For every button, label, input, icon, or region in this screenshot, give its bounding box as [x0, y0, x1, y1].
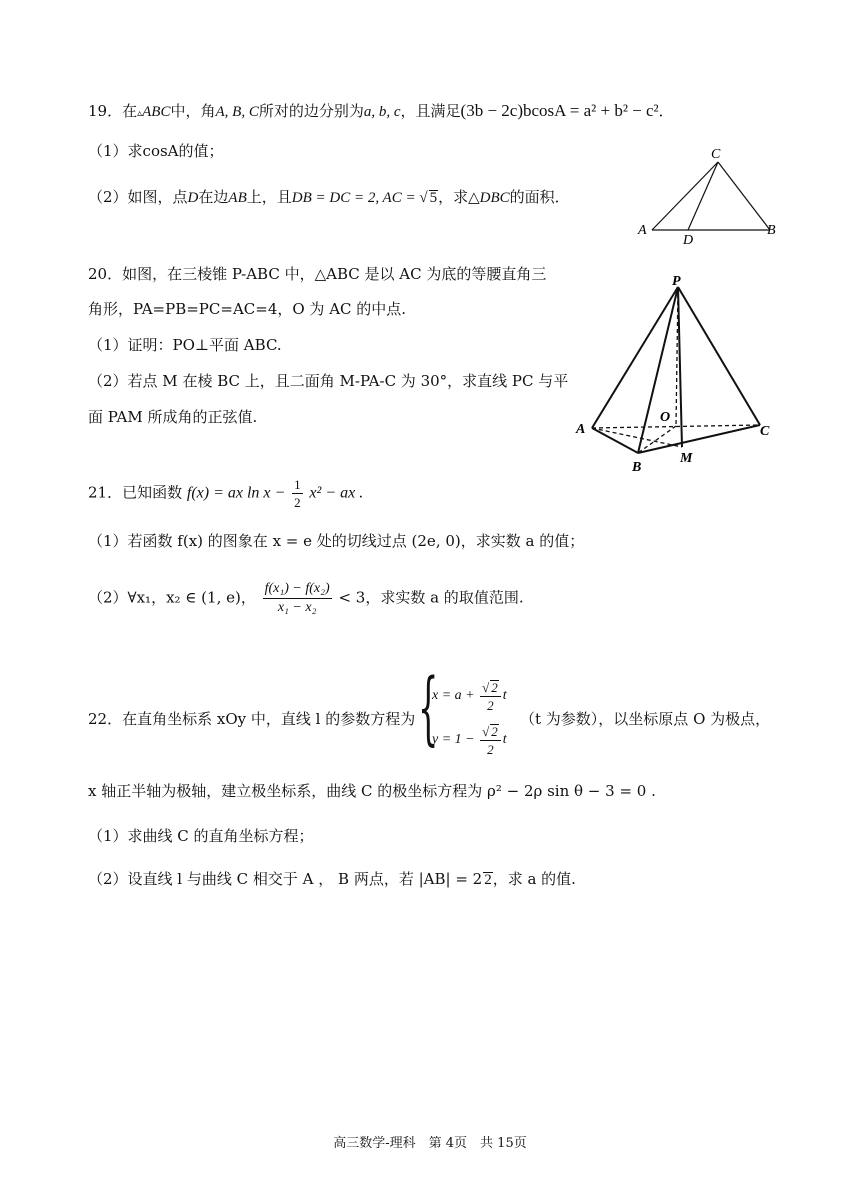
math: a, b, c: [363, 104, 401, 120]
math: 5: [429, 190, 438, 206]
math: ABC: [142, 104, 171, 120]
math: DBC: [479, 190, 510, 206]
q20-pyramid-figure: [570, 275, 785, 475]
math: y = 1 −: [432, 732, 475, 748]
q21-part2: [88, 582, 524, 615]
q21-part1: （1）若函数 f(x) 的图象在 x = e 处的切线过点 (2e, 0)，求实数 a 的值；: [88, 532, 585, 550]
q22-part1: （1）求曲线 C 的直角坐标方程；: [88, 827, 314, 845]
fraction-half: [292, 478, 303, 509]
math: AB: [228, 190, 247, 206]
numerator: 1: [294, 477, 301, 492]
q20-part2-cont: 面 PAM 所成角的正弦值.: [88, 408, 258, 426]
q19-part2: （2）如图，点D在边AB上，且DB = DC = 2, AC = √ 5，求△DBC的面积．: [88, 188, 570, 206]
left-brace: {: [418, 661, 439, 754]
text: （2）设直线 l 与曲线 C 相交于 A ， B 两点，若 |AB| = 2: [88, 870, 483, 888]
text: < 3，求实数 a 的取值范围.: [338, 588, 524, 607]
q19-stem: [88, 102, 674, 120]
denominator: 2: [487, 698, 494, 713]
math-equation: (3b − 2c)bcosA = a² + b² − c²: [460, 101, 659, 120]
math: 2: [491, 680, 498, 695]
math: f(x) = ax ln x −: [186, 484, 286, 502]
label-A: A: [638, 223, 647, 238]
label-C: C: [711, 147, 721, 162]
triangle-icon: ▵: [137, 108, 143, 119]
label-C: C: [760, 424, 770, 439]
page-footer: 高三数学-理科 第 4页 共 15页: [333, 1136, 527, 1151]
param-y: [432, 724, 507, 756]
text: 在边: [198, 188, 229, 206]
label-M: M: [680, 451, 693, 466]
text: 在: [122, 102, 138, 120]
denominator: 2: [487, 742, 494, 757]
numerator: f(x₁) − f(x₂): [263, 582, 332, 599]
q22-param-system: [418, 661, 518, 762]
label-B: B: [632, 460, 642, 475]
text: 上，且: [246, 188, 292, 206]
question-number: 19．: [88, 102, 123, 120]
math: x² − ax .: [309, 484, 364, 502]
text: 中，角: [170, 102, 216, 120]
q19-triangle-figure: [630, 140, 790, 245]
math: x = a +: [432, 688, 475, 704]
text: ，求△: [438, 188, 480, 206]
fraction-root2-over-2: $\frac{√ 2}{2}$: [480, 680, 501, 712]
text: ，求 a 的值.: [492, 870, 576, 888]
text: ．: [658, 102, 674, 120]
q22-line2: x 轴正半轴为极轴，建立极坐标系，曲线 C 的极坐标方程为 ρ² − 2ρ sin θ − 3 = 0 .: [88, 782, 656, 800]
label-D: D: [683, 233, 694, 245]
math: D: [187, 190, 199, 206]
math: t: [502, 688, 507, 704]
label-B: B: [767, 223, 776, 238]
q21-stem: [88, 478, 363, 509]
math: 2: [491, 724, 498, 739]
text: 的面积．: [509, 188, 570, 206]
q22-stem-cont: （t 为参数），以坐标原点 O 为极点，: [520, 710, 771, 728]
q19-part1: （1）求cosA的值；: [88, 142, 224, 160]
text: 所对的边分别为: [258, 102, 364, 120]
label-A: A: [576, 422, 586, 437]
q20-line2: 角形，PA=PB=PC=AC=4，O 为 AC 的中点.: [88, 300, 407, 318]
denominator: x₁ − x₂: [277, 600, 317, 615]
math: A, B, C: [215, 104, 259, 120]
q22-part2: [88, 872, 576, 888]
denominator: 2: [294, 495, 301, 510]
text: ，且满足: [400, 102, 461, 120]
label-O: O: [660, 410, 671, 425]
q20-part1: （1）证明：PO⊥平面 ABC.: [88, 336, 282, 354]
q20-part2: （2）若点 M 在棱 BC 上，且二面角 M-PA-C 为 30°，求直线 PC 与平: [88, 372, 569, 390]
q20-line1: 20．如图，在三棱锥 P-ABC 中，△ABC 是以 AC 为底的等腰直角三: [88, 265, 547, 283]
fraction-difference-quotient: [263, 582, 332, 615]
text: （2）如图，点: [88, 188, 188, 206]
math: 2: [484, 872, 492, 888]
math: t: [502, 732, 507, 748]
fraction-root2-over-2: $\frac{√ 2}{2}$: [480, 724, 501, 756]
param-x: [432, 680, 507, 712]
label-P: P: [672, 275, 681, 289]
text: 21．已知函数: [88, 483, 183, 502]
math: DB = DC = 2, AC =: [291, 190, 420, 206]
text: （2）∀x₁，x₂ ∈ (1, e)，: [88, 588, 256, 607]
q22-stem: 22．在直角坐标系 xOy 中，直线 l 的参数方程为: [88, 710, 416, 728]
